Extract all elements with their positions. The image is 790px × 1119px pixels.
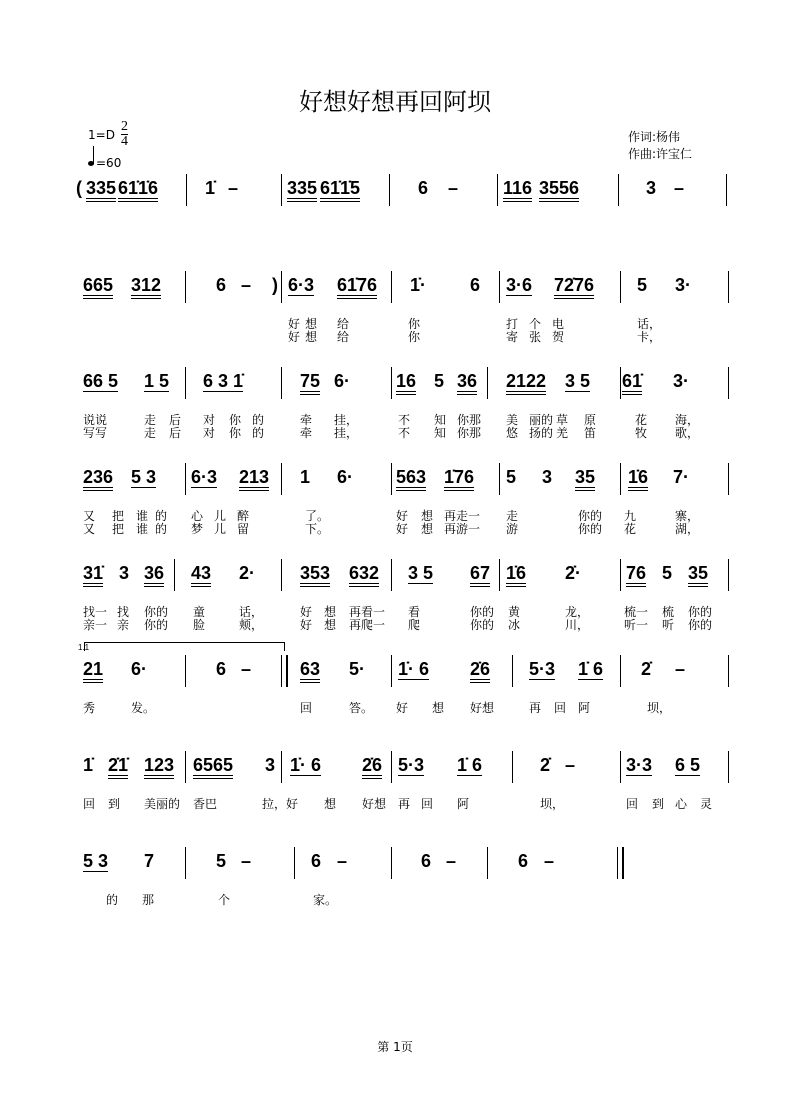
note-group: 6: [421, 851, 432, 871]
lyric-word: 你的: [578, 522, 603, 536]
note-group: 563: [396, 467, 426, 491]
barline: [618, 174, 619, 206]
lyric-word: 花: [624, 522, 637, 536]
lyric-word: 坝，: [647, 701, 672, 715]
lyric-word: 亲: [117, 618, 130, 632]
barline: [512, 655, 513, 687]
lyric-word: 留: [237, 522, 250, 536]
dash-sustain: –: [565, 755, 576, 775]
barline: [391, 271, 392, 303]
lyric-word: 的: [155, 509, 168, 523]
dash-sustain: –: [675, 659, 686, 679]
note-group: 6·3: [191, 467, 218, 487]
lyric-word: 把: [112, 522, 125, 536]
lyric-word: 那: [142, 893, 155, 907]
time-signature: [121, 120, 128, 149]
lyric-word: 歌，: [675, 426, 700, 440]
lyric-word: 丽的: [529, 413, 554, 427]
barline: [185, 463, 186, 495]
lyric-word: 香巴: [193, 797, 218, 811]
lyric-word: 脸: [193, 618, 206, 632]
lyric-word: 说说: [83, 413, 108, 427]
note-group: 6: [418, 178, 429, 198]
lyric-word: 你的: [144, 618, 169, 632]
lyric-word: 再走一: [444, 509, 481, 523]
lyric-word: 阿: [578, 701, 591, 715]
time-bottom: 4: [121, 134, 128, 149]
lyric-word: 寄: [506, 330, 519, 344]
barline: [185, 751, 186, 783]
lyric-word: 答。: [349, 701, 374, 715]
tempo: =60: [96, 156, 122, 170]
lyric-word: 挂，: [334, 413, 359, 427]
lyric-word: 笛: [584, 426, 597, 440]
lyric-word: 的: [106, 893, 119, 907]
barline: [281, 367, 282, 399]
note-group: 5: [662, 563, 673, 583]
lyric-word: 想: [421, 509, 434, 523]
note-group: 335: [287, 178, 317, 202]
barline: [186, 174, 187, 206]
lyric-word: 梦: [191, 522, 204, 536]
note-group: 2122: [506, 371, 546, 395]
barline: [620, 751, 621, 783]
note-group: 2̇6: [362, 755, 382, 779]
note-group: 3·: [673, 371, 690, 391]
lyric-word: 好想: [470, 701, 495, 715]
barline: [728, 271, 729, 303]
lyric-word: 又: [83, 522, 96, 536]
lyric-word: 再看一: [349, 605, 386, 619]
barline: [728, 559, 729, 591]
note-group: 5·3: [529, 659, 556, 679]
note-group: 5·: [349, 659, 366, 679]
note-group: 2̇: [540, 755, 551, 775]
lyric-word: 到: [652, 797, 665, 811]
lyric-word: 找一: [83, 605, 108, 619]
lyric-word: 秀: [83, 701, 96, 715]
lyric-word: 后: [169, 413, 182, 427]
key-signature: 1=D: [88, 128, 115, 142]
note-group: 3: [646, 178, 657, 198]
note-group: 632: [349, 563, 379, 587]
lyric-word: 龙，: [565, 605, 590, 619]
lyric-word: 黄: [508, 605, 521, 619]
lyric-word: 颊，: [239, 618, 264, 632]
note-group: 6 3 1̇: [203, 371, 244, 391]
lyric-word: 坝，: [540, 797, 565, 811]
note-group: 3·6: [506, 275, 533, 295]
lyric-word: 梳一: [624, 605, 649, 619]
note-group: 353: [300, 563, 330, 587]
lyric-word: 对: [203, 413, 216, 427]
lyric-word: 扬的: [529, 426, 554, 440]
lyric-word: 想: [324, 797, 337, 811]
note-group: 5·3: [398, 755, 425, 775]
lyric-word: 儿: [214, 522, 227, 536]
lyric-word: 想: [432, 701, 445, 715]
lyric-word: 谁: [136, 522, 149, 536]
dash-sustain: –: [241, 851, 252, 871]
dash-sustain: –: [544, 851, 555, 871]
song-title: 好想好想再回阿坝: [299, 88, 491, 116]
note-group: 67: [470, 563, 490, 587]
lyric-word: 回: [421, 797, 434, 811]
repeat-end-barline: [281, 655, 288, 687]
note-group: 665: [83, 275, 113, 299]
lyric-word: 话，: [637, 317, 662, 331]
barline: [281, 174, 282, 206]
note-group: 1̇·: [410, 275, 427, 295]
quarter-note-icon: [88, 146, 94, 168]
note-group: 3·3: [626, 755, 653, 775]
barline: [185, 271, 186, 303]
note-group: 76: [626, 563, 646, 587]
lyric-word: 你的: [144, 605, 169, 619]
note-group: 6565: [193, 755, 233, 779]
barline: [391, 367, 392, 399]
final-barline: [617, 847, 624, 879]
lyric-word: 九: [624, 509, 637, 523]
lyric-word: 你那: [457, 426, 482, 440]
lyric-word: 阿: [457, 797, 470, 811]
note-group: 2̇·: [565, 563, 582, 583]
lyric-word: 醉: [237, 509, 250, 523]
lyric-word: 美丽的: [144, 797, 181, 811]
note-group: 7: [144, 851, 155, 871]
note-group: 3: [119, 563, 130, 583]
composer: 作曲:许宝仁: [628, 147, 693, 161]
lyric-word: 灵: [700, 797, 713, 811]
lyric-word: 下。: [305, 522, 330, 536]
dash-sustain: –: [674, 178, 685, 198]
note-group: 123: [144, 755, 174, 779]
lyric-word: 张: [529, 330, 542, 344]
note-group: 6·: [334, 371, 351, 391]
dash-sustain: –: [446, 851, 457, 871]
lyric-word: 知: [434, 426, 447, 440]
note-group: 6: [470, 275, 481, 295]
lyric-word: 找: [117, 605, 130, 619]
barline: [728, 463, 729, 495]
note-group: 7·: [673, 467, 690, 487]
barline: [294, 847, 295, 879]
note-group: 66 5: [83, 371, 119, 391]
lyric-word: 好想: [362, 797, 387, 811]
lyric-word: 话，: [239, 605, 264, 619]
lyric-word: 的: [155, 522, 168, 536]
lyric-word: 你的: [688, 618, 713, 632]
note-group: 3·: [675, 275, 692, 295]
lyric-word: 牵: [300, 413, 313, 427]
lyric-word: 拉，好: [262, 797, 299, 811]
note-group: 5 3: [131, 467, 157, 487]
lyric-word: 想: [305, 330, 318, 344]
note-group: 2̇1̇: [108, 755, 128, 779]
lyric-word: 原: [584, 413, 597, 427]
barline: [728, 655, 729, 687]
barline: [487, 367, 488, 399]
lyric-word: 走: [506, 509, 519, 523]
lyric-word: 好: [396, 522, 409, 536]
lyric-word: 你: [229, 426, 242, 440]
lyric-word: 不: [398, 413, 411, 427]
note-group: 72̇76: [554, 275, 594, 299]
parenthesis: ): [272, 275, 278, 295]
lyric-word: 写写: [83, 426, 108, 440]
note-group: 6: [216, 659, 227, 679]
dash-sustain: –: [241, 275, 252, 295]
lyric-word: 把: [112, 509, 125, 523]
note-group: 1: [300, 467, 311, 487]
note-group: 35: [575, 467, 595, 491]
lyric-word: 你的: [470, 605, 495, 619]
note-group: 35: [688, 563, 708, 587]
note-group: 3 5: [408, 563, 434, 583]
note-group: 5 3: [83, 851, 109, 871]
note-group: 75: [300, 371, 320, 395]
lyric-word: 打: [506, 317, 519, 331]
lyric-word: 寨，: [675, 509, 700, 523]
lyric-word: 想: [324, 618, 337, 632]
lyric-word: 你: [408, 330, 421, 344]
lyric-word: 不: [398, 426, 411, 440]
lyric-word: 牧: [635, 426, 648, 440]
time-top: 2: [121, 119, 128, 134]
note-group: 335: [86, 178, 116, 202]
barline: [620, 463, 621, 495]
barline: [726, 174, 727, 206]
lyric-word: 发。: [131, 701, 156, 715]
note-group: 61̇76: [337, 275, 377, 299]
barline: [185, 655, 186, 687]
lyric-word: 个: [529, 317, 542, 331]
note-group: 5: [216, 851, 227, 871]
lyric-word: 花: [635, 413, 648, 427]
lyric-word: 海，: [675, 413, 700, 427]
dash-sustain: –: [337, 851, 348, 871]
lyric-word: 了。: [305, 509, 330, 523]
lyric-word: 到: [108, 797, 121, 811]
lyric-word: 亲一: [83, 618, 108, 632]
note-group: 5: [434, 371, 445, 391]
lyric-word: 牵: [300, 426, 313, 440]
note-group: 213: [239, 467, 269, 491]
lyric-word: 羌: [556, 426, 569, 440]
note-group: 3556: [539, 178, 579, 202]
barline: [620, 655, 621, 687]
lyric-word: 好: [396, 509, 409, 523]
note-group: 1̇ 6: [578, 659, 604, 679]
lyric-word: 好: [396, 701, 409, 715]
lyric-word: 回: [554, 701, 567, 715]
lyric-word: 知: [434, 413, 447, 427]
lyric-word: 给: [337, 330, 350, 344]
barline: [281, 751, 282, 783]
barline: [391, 847, 392, 879]
lyric-word: 的: [252, 413, 265, 427]
lyric-word: 你: [408, 317, 421, 331]
barline: [174, 559, 175, 591]
lyric-word: 好: [288, 317, 301, 331]
lyric-word: 走: [144, 413, 157, 427]
lyric-word: 你那: [457, 413, 482, 427]
barline: [487, 847, 488, 879]
note-group: 1̇6: [506, 563, 526, 587]
barline: [391, 463, 392, 495]
lyricist: 作词:杨伟: [628, 130, 681, 144]
lyric-word: 家。: [313, 893, 338, 907]
lyric-word: 又: [83, 509, 96, 523]
note-group: 6·: [337, 467, 354, 487]
note-group: 3: [542, 467, 553, 487]
lyric-word: 你的: [578, 509, 603, 523]
page-number: 第 1页: [377, 1040, 413, 1054]
note-group: 61̇1̇6: [118, 178, 158, 202]
note-group: 1̇: [83, 755, 94, 775]
lyric-word: 对: [203, 426, 216, 440]
lyric-word: 听一: [624, 618, 649, 632]
lyric-word: 回: [626, 797, 639, 811]
note-group: 3 5: [565, 371, 591, 391]
lyric-word: 心: [675, 797, 688, 811]
barline: [391, 751, 392, 783]
note-group: 6: [311, 851, 322, 871]
lyric-word: 好: [288, 330, 301, 344]
lyric-word: 回: [83, 797, 96, 811]
lyric-word: 走: [144, 426, 157, 440]
lyric-word: 你的: [470, 618, 495, 632]
note-group: 2̇6: [470, 659, 490, 683]
lyric-word: 贺: [552, 330, 565, 344]
note-group: 1̇· 6: [398, 659, 430, 679]
lyric-word: 儿: [214, 509, 227, 523]
note-group: 6: [518, 851, 529, 871]
lyric-word: 你的: [688, 605, 713, 619]
lyric-word: 后: [169, 426, 182, 440]
note-group: 61̇1̇5: [320, 178, 360, 202]
note-group: 116: [503, 178, 532, 202]
lyric-word: 想: [305, 317, 318, 331]
lyric-word: 给: [337, 317, 350, 331]
lyric-word: 看: [408, 605, 421, 619]
note-group: 16: [396, 371, 416, 395]
lyric-word: 卡，: [637, 330, 662, 344]
lyric-word: 心: [191, 509, 204, 523]
barline: [728, 751, 729, 783]
note-group: 1̇ 6: [457, 755, 483, 775]
lyric-word: 听: [662, 618, 675, 632]
dash-sustain: –: [228, 178, 239, 198]
note-group: 1̇· 6: [290, 755, 322, 775]
barline: [620, 271, 621, 303]
dash-sustain: –: [241, 659, 252, 679]
note-group: 6 5: [675, 755, 701, 775]
lyric-word: 想: [421, 522, 434, 536]
note-group: 1̇76: [444, 467, 474, 491]
lyric-word: 再游一: [444, 522, 481, 536]
volta-label: 1.1: [78, 643, 90, 652]
note-group: 1̇: [205, 178, 216, 198]
lyric-word: 好: [300, 618, 313, 632]
note-group: 2·: [239, 563, 256, 583]
note-group: 6: [216, 275, 227, 295]
note-group: 312: [131, 275, 161, 299]
lyric-word: 好: [300, 605, 313, 619]
note-group: 31̇: [83, 563, 103, 587]
lyric-word: 悠: [506, 426, 519, 440]
barline: [497, 174, 498, 206]
lyric-word: 谁: [136, 509, 149, 523]
note-group: 43: [191, 563, 211, 587]
barline: [620, 367, 621, 399]
lyric-word: 童: [193, 605, 206, 619]
barline: [391, 559, 392, 591]
barline: [185, 847, 186, 879]
note-group: 36: [144, 563, 164, 587]
note-group: 5: [506, 467, 517, 487]
lyric-word: 个: [218, 893, 231, 907]
lyric-word: 冰: [508, 618, 521, 632]
barline: [281, 559, 282, 591]
lyric-word: 的: [252, 426, 265, 440]
note-group: 5: [637, 275, 648, 295]
lyric-word: 湖，: [675, 522, 700, 536]
barline: [391, 655, 392, 687]
dash-sustain: –: [448, 178, 459, 198]
barline: [499, 271, 500, 303]
lyric-word: 再: [529, 701, 542, 715]
barline: [512, 751, 513, 783]
note-group: 61̇: [622, 371, 642, 395]
parenthesis: (: [76, 178, 82, 198]
barline: [389, 174, 390, 206]
barline: [499, 463, 500, 495]
barline: [281, 271, 282, 303]
note-group: 1 5: [144, 371, 170, 391]
lyric-word: 草: [556, 413, 569, 427]
note-group: 3: [265, 755, 276, 775]
lyric-word: 川，: [565, 618, 590, 632]
lyric-word: 美: [506, 413, 519, 427]
lyric-word: 回: [300, 701, 313, 715]
lyric-word: 你: [229, 413, 242, 427]
lyric-word: 爬: [408, 618, 421, 632]
lyric-word: 再: [398, 797, 411, 811]
lyric-word: 梳: [662, 605, 675, 619]
barline: [185, 367, 186, 399]
note-group: 2̇: [641, 659, 652, 679]
lyric-word: 电: [552, 317, 565, 331]
note-group: 6·: [131, 659, 148, 679]
first-ending-bracket: [84, 642, 285, 651]
note-group: 63: [300, 659, 320, 683]
lyric-word: 挂，: [334, 426, 359, 440]
note-group: 236: [83, 467, 113, 491]
note-group: 36: [457, 371, 477, 395]
barline: [281, 463, 282, 495]
barline: [620, 559, 621, 591]
note-group: 1̇6: [628, 467, 648, 491]
lyric-word: 游: [506, 522, 519, 536]
barline: [499, 559, 500, 591]
lyric-word: 再爬一: [349, 618, 386, 632]
lyric-word: 想: [324, 605, 337, 619]
barline: [728, 367, 729, 399]
note-group: 6·3: [288, 275, 315, 295]
note-group: 21: [83, 659, 103, 683]
